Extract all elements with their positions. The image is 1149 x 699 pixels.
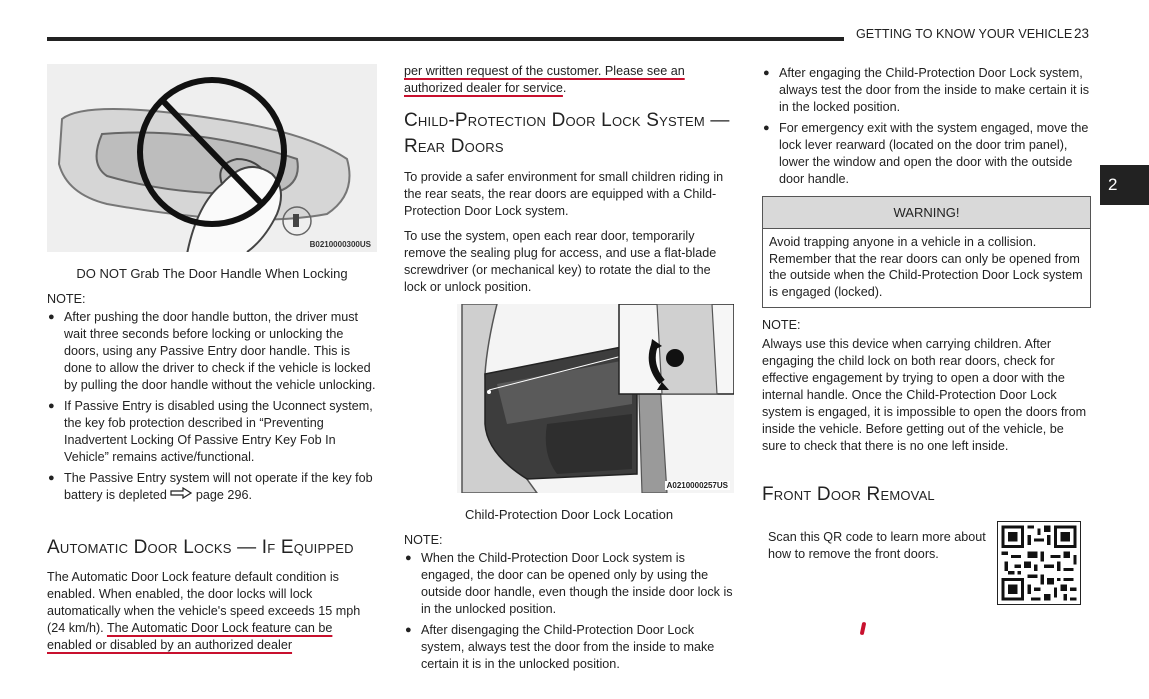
- image-code: A0210000257US: [666, 481, 728, 490]
- paragraph: [47, 569, 363, 654]
- continued-paragraph: [404, 63, 722, 97]
- note-label: NOTE:: [762, 318, 801, 332]
- list-item: ● After disengaging the Child-Protection Door Lock system, always test the door from the inside to make certain it is in the unlocked position.: [404, 622, 734, 673]
- image-caption: Child-Protection Door Lock Location: [464, 507, 674, 522]
- door-handle-illustration: [47, 64, 377, 252]
- image-caption: DO NOT Grab The Door Handle When Locking: [76, 266, 348, 281]
- note-paragraph: Always use this device when carrying children. After engaging the child lock on both rear doors, check for effective engagement by trying to open a door with the internal handle. Once the Child-Protection Door Lock system is engaged, it is impossible to open the doors from inside the vehicle. Before getting out of the vehicle, be sure to check that there is no one left inside.: [762, 337, 1087, 453]
- red-mark: [860, 622, 867, 636]
- page-number: 23: [1074, 26, 1090, 41]
- note-label: NOTE:: [404, 533, 443, 547]
- note-list: [47, 309, 379, 508]
- qr-code-icon[interactable]: [997, 521, 1081, 605]
- paragraph: To provide a safer environment for small children riding in the rear seats, the rear doors are equipped with a Child-Protection Door Lock system.: [404, 170, 724, 218]
- warning-box: [762, 196, 1091, 308]
- section-title: GETTING TO KNOW YOUR VEHICLE: [856, 27, 1073, 41]
- note-label: NOTE:: [47, 292, 86, 306]
- list-item: ● When the Child-Protection Door Lock system is engaged, the door can be opened only by using the outside door handle, even though the inside door lock is in the unlocked position.: [404, 550, 734, 618]
- qr-code-graphic: [998, 522, 1080, 604]
- list-item: [47, 470, 379, 504]
- paragraph-end: .: [562, 81, 567, 95]
- section-heading: Child-Protection Door Lock System — Rear Doors: [404, 110, 730, 157]
- underlined-text: per written request of the customer. Please see an authorized dealer for service: [404, 64, 685, 95]
- section-heading: Automatic Door Locks — If Equipped: [47, 537, 354, 558]
- header-rule: [47, 37, 844, 41]
- chapter-number: 2: [1108, 175, 1118, 194]
- door-lock-drawing: [457, 304, 734, 493]
- list-item: ● If Passive Entry is disabled using the Uconnect system, the key fob protection described in “Preventing Inadvertent Locking Of Passive Entry Key Fob In Vehicle” remains active/functional.: [47, 398, 379, 466]
- paragraph: To use the system, open each rear door, temporarily remove the sealing plug for access, and use a flat-blade screwdriver (or mechanical key) to rotate the dial to the lock or unlock position.: [404, 229, 717, 294]
- qr-caption: Scan this QR code to learn more about how to remove the front doors.: [768, 530, 986, 561]
- bullet-text: The Passive Entry system will not operate if the key fob battery is depleted: [64, 471, 373, 502]
- page-reference-link[interactable]: page 296.: [195, 488, 252, 502]
- section-heading: Front Door Removal: [762, 484, 935, 505]
- underlined-text: The Automatic Door Lock feature can be enabled or disabled by an authorized dealer: [47, 621, 333, 652]
- note-list: [404, 550, 734, 677]
- arrow-right-icon: [170, 487, 192, 504]
- door-handle-drawing: [47, 64, 377, 252]
- bullet-list: [762, 65, 1092, 192]
- warning-text: Avoid trapping anyone in a vehicle in a collision. Remember that the rear doors can only be opened from the outside when the Child-Protection Door Lock system is engaged (locked).: [769, 235, 1083, 300]
- chapter-tab: [1100, 165, 1149, 205]
- list-item: ● After pushing the door handle button, the driver must wait three seconds before locking or unlocking the doors, using any Passive Entry door handle. This is done to allow the driver to check if the vehicle is locked by pulling the door handle without the vehicle unlocking.: [47, 309, 379, 394]
- image-code: B0210000300US: [309, 240, 371, 249]
- paragraph-text: The Automatic Door Lock feature default condition is enabled. When enabled, the door locks will lock automatically when the vehicle's speed exceeds 15 mph (24 km/h).: [47, 570, 361, 635]
- door-lock-illustration: [457, 304, 734, 493]
- warning-title: WARNING!: [763, 197, 1090, 229]
- list-item: ● For emergency exit with the system engaged, move the lock lever rearward (located on the door trim panel), lower the window and open the door with the outside door handle.: [762, 120, 1092, 188]
- list-item: ● After engaging the Child-Protection Door Lock system, always test the door from the inside to make certain it is in the locked position.: [762, 65, 1092, 116]
